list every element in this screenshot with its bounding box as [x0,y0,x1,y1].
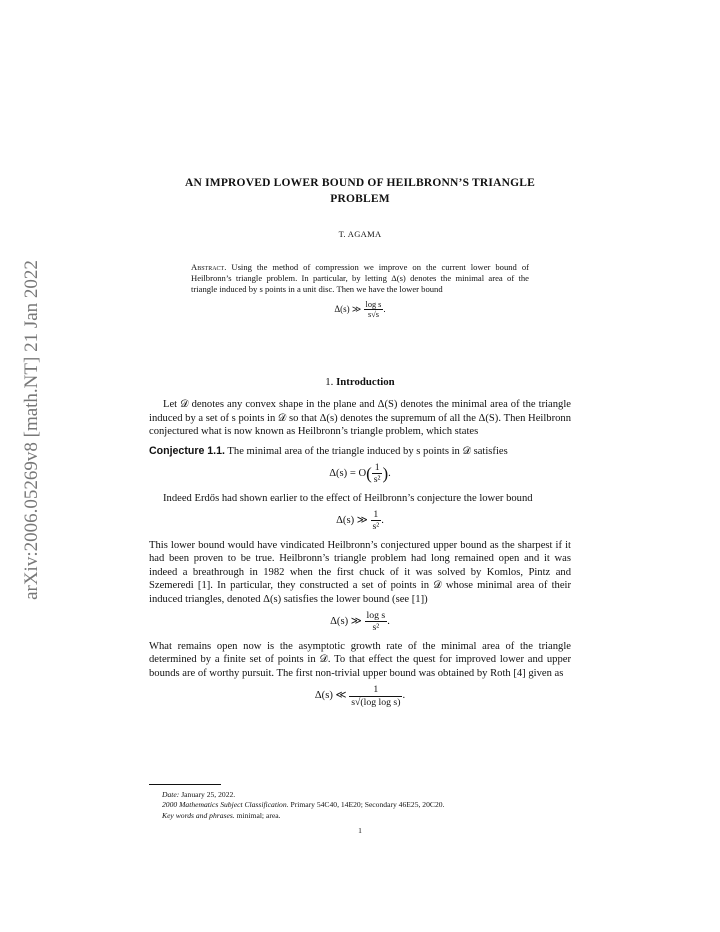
fraction: $\frac{1}{\text{s²}}$ [372,509,380,533]
eq3-lhs: Δ(s) ≫ [330,616,362,628]
footnote-keywords: Key words and phrases. minimal; area. [162,810,281,820]
abstract [191,262,529,320]
paper-title [149,176,571,207]
footnotes [162,790,572,821]
equation-1: Δ(s) = O( $\frac{1}{\text{s²}}$ ). [329,462,391,486]
abstract-equation [191,300,529,320]
title-line-1: AN IMPROVED LOWER BOUND OF HEILBRONN’S TRIANGLE [185,177,535,189]
eq2-lhs: Δ(s) ≫ [336,515,368,527]
fraction: $\frac{\text{log s}}{\text{s²}}$ [366,610,386,634]
paragraph-4: What remains open now is the asymptotic growth rate of the minimal area of the triangle determined by a finite set of points in 𝒟. To that effect the quest for improved lower and upper bounds are of worthy pursuit. The first non-trivial upper bound was obtained by Roth [4] given as [149,640,571,679]
eq-tail: . [383,303,386,314]
page-number: 1 [358,826,362,835]
conjecture-text: The minimal area of the triangle induced by s points in 𝒟 satisfies [227,445,508,457]
fraction: $\frac{1}{\text{s²}}$ [373,462,381,486]
eq4-lhs: Δ(s) ≪ [314,690,347,702]
arxiv-sidebar-stamp: arXiv:2006.05269v8 [math.NT] 21 Jan 2022 [21,260,42,600]
abstract-label: Abstract. [191,262,227,272]
section-number: 1. [325,376,334,388]
abstract-text: Using the method of compression we improve on the current lower bound of Heilbronn’s triangle problem. In particular, by letting Δ(s) denotes the minimal area of the triangle induced by s points in a unit disc. Then we have the lower bound [191,262,529,295]
denominator: s√s [367,310,379,320]
paragraph-2: Indeed Erdős had shown earlier to the effect of Heilbronn’s conjecture the lower bound [163,492,533,504]
title-line-2: PROBLEM [330,192,390,205]
eq-lhs: Δ(s) ≫ [334,303,362,314]
equation-4: Δ(s) ≪ $\frac{1}{\text{s√(log log s)}}$ . [314,684,406,708]
paragraph-3: This lower bound would have vindicated Heilbronn’s conjectured upper bound as the sharpest if it had been proven to be true. Heilbronn’s triangle problem had long remained open and it was indeed a breathrough in 1982 when the first chuck of it was solved by Komlos, Pintz and Szemeredi [1]. In particular, they constructed a set of points in 𝒟 whose minimal area of their induced triangles, denoted Δ(s) satisfies the lower bound (see [1]) [149,539,571,605]
numerator: log s [365,299,382,309]
section-title: Introduction [336,376,395,388]
footnote-rule [149,784,221,785]
fraction [364,300,384,320]
equation-3: Δ(s) ≫ $\frac{\text{log s}}{\text{s²}}$ . [330,610,390,634]
section-body [149,398,571,714]
footnote-msc: 2000 Mathematics Subject Classification. Primary 54C40, 14E20; Secondary 46E25, 20C20. [162,800,445,810]
conjecture [149,445,571,459]
fraction: $\frac{1}{\text{s√(log log s)}}$ [351,684,401,708]
footnote-date: Date: January 25, 2022. [162,790,236,799]
author: T. AGAMA [338,229,382,239]
conjecture-label: Conjecture 1.1. [149,444,225,457]
section-heading [149,376,571,390]
paragraph-1: Let 𝒟 denotes any convex shape in the plane and Δ(S) denotes the minimal area of the triangle induced by a set of s points in 𝒟 so that Δ(s) denotes the supremum of all the Δ(S). Then Heilbronn conjectured what is now known as Heilbronn’s triangle problem, which states [149,399,571,438]
equation-2: Δ(s) ≫ $\frac{1}{\text{s²}}$ . [336,509,384,533]
eq1-lhs: Δ(s) = O [329,468,367,480]
